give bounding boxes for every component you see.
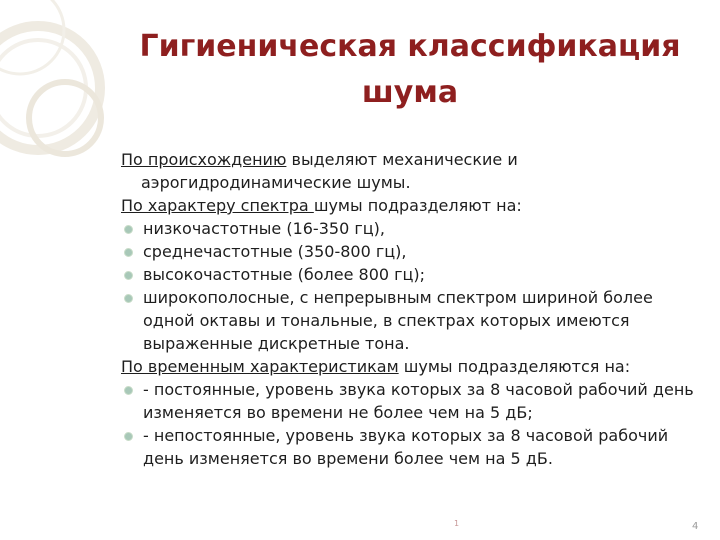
title-line-1: Гигиеническая классификация [139,29,681,64]
spectrum-list [121,217,701,355]
temporal-text: шумы подразделяются на: [398,357,631,376]
origin-lead: По происхождению [121,150,287,169]
page-marker: 1 [454,519,460,528]
bullet-icon [124,271,133,280]
bullet-icon [124,248,133,257]
spectrum-text: шумы подразделяют на: [313,196,522,215]
list-item [121,240,701,263]
page-number: 4 [692,521,699,532]
slide-title [110,24,710,116]
list-item-text: - постоянные, уровень звука которых за 8 часовой рабочий день изменяется во времени не более чем на 5 дБ; [143,380,694,422]
temporal-lead: По временным характеристикам [121,357,399,376]
title-line-2: шума [361,75,459,110]
list-item-text: высокочастотные (более 800 гц); [143,265,426,284]
list-item [121,263,701,286]
list-item [121,378,701,424]
list-item [121,424,701,470]
origin-paragraph [121,148,701,194]
temporal-paragraph [121,355,701,378]
temporal-list [121,378,701,470]
list-item [121,217,701,240]
list-item-text: - непостоянные, уровень звука которых за 8 часовой рабочий день изменяется во времени более чем на 5 дБ. [143,426,669,468]
origin-text: выделяют механические и аэрогидродинамические шумы. [141,150,518,192]
spectrum-paragraph [121,194,701,217]
list-item-text: широкополосные, с непрерывным спектром шириной более одной октавы и тональные, в спектрах которых имеются выраженные дискретные тона. [143,288,653,353]
bullet-icon [124,225,133,234]
slide-body [121,148,701,470]
bullet-icon [124,294,133,303]
bullet-icon [124,386,133,395]
list-item-text: низкочастотные (16-350 гц), [143,219,385,238]
list-item-text: среднечастотные (350-800 гц), [143,242,407,261]
list-item [121,286,701,355]
bullet-icon [124,432,133,441]
spectrum-lead: По характеру спектра [121,196,314,215]
